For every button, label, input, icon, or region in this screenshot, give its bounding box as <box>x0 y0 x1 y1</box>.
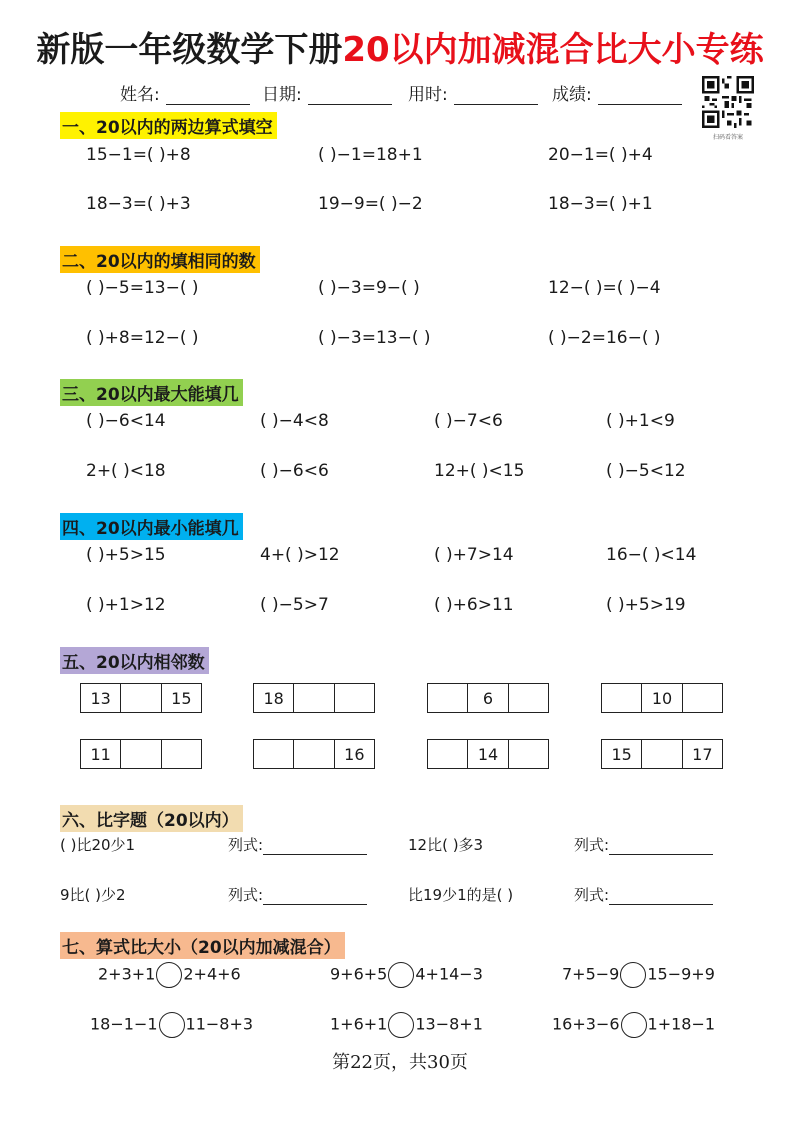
compare-item: 7+5−9 15−9+9 <box>562 962 715 988</box>
neighbor-box-row <box>601 739 723 769</box>
date-field[interactable]: 日期: <box>262 80 392 105</box>
problem: 15−1=( )+8 <box>86 145 191 165</box>
formula-field[interactable]: 列式: <box>574 884 713 905</box>
problem: ( )+6>11 <box>434 595 514 615</box>
neighbor-box-row <box>80 739 202 769</box>
compare-item: 18−1−1 11−8+3 <box>90 1012 253 1038</box>
box-cell[interactable]: 10 <box>642 684 682 712</box>
word-problem: 比19少1的是( ) <box>408 886 514 904</box>
page-title <box>0 22 800 71</box>
box-cell[interactable] <box>683 684 722 712</box>
compare-circle[interactable] <box>156 962 182 988</box>
section-5-title: 五、20以内相邻数 <box>60 647 209 674</box>
title-black: 新版一年级数学下册 <box>36 30 343 70</box>
formula-field[interactable]: 列式: <box>574 834 713 855</box>
problem: ( )+8=12−( ) <box>86 328 199 348</box>
box-cell[interactable]: 11 <box>81 740 121 768</box>
page-number: 第22页，共30页 <box>332 1052 468 1073</box>
compare-item: 16+3−6 1+18−1 <box>552 1012 715 1038</box>
problem: ( )+5>19 <box>606 595 686 615</box>
time-field[interactable]: 用时: <box>408 80 538 105</box>
problem: ( )+1>12 <box>86 595 166 615</box>
problem: ( )+5>15 <box>86 545 166 565</box>
word-problem: ( )比20少1 <box>60 836 136 854</box>
box-cell[interactable]: 13 <box>81 684 121 712</box>
box-cell[interactable] <box>294 740 334 768</box>
problem: 12−( )=( )−4 <box>548 278 661 298</box>
neighbor-box-row <box>601 683 723 713</box>
problem: ( )−4<8 <box>260 411 329 431</box>
formula-field[interactable]: 列式: <box>228 884 367 905</box>
box-cell[interactable] <box>642 740 682 768</box>
title-red: 20以内加减混合比大小专练 <box>342 30 764 70</box>
problem: 12+( )<15 <box>434 461 525 481</box>
box-cell[interactable] <box>509 740 548 768</box>
problem: ( )−3=13−( ) <box>318 328 431 348</box>
neighbor-box-row <box>253 739 375 769</box>
box-cell[interactable] <box>428 740 468 768</box>
neighbor-box-row <box>427 683 549 713</box>
box-cell[interactable] <box>294 684 334 712</box>
box-cell[interactable] <box>121 740 161 768</box>
section-4-title: 四、20以内最小能填几 <box>60 513 243 540</box>
problem: 18−3=( )+3 <box>86 194 191 214</box>
compare-circle[interactable] <box>388 1012 414 1038</box>
formula-field[interactable]: 列式: <box>228 834 367 855</box>
problem: ( )−1=18+1 <box>318 145 423 165</box>
box-cell[interactable] <box>335 684 374 712</box>
section-3-title: 三、20以内最大能填几 <box>60 379 243 406</box>
compare-circle[interactable] <box>388 962 414 988</box>
box-cell[interactable] <box>254 740 294 768</box>
box-cell[interactable]: 15 <box>171 688 192 708</box>
problem: ( )−6<6 <box>260 461 329 481</box>
compare-circle[interactable] <box>621 1012 647 1038</box>
box-cell[interactable]: 15 <box>602 740 642 768</box>
section-7-title: 七、算式比大小（20以内加减混合） <box>60 932 345 959</box>
box-cell[interactable] <box>509 684 548 712</box>
neighbor-box-row <box>80 683 202 713</box>
box-cell[interactable] <box>162 740 201 768</box>
problem: 4+( )>12 <box>260 545 340 565</box>
problem: ( )−3=9−( ) <box>318 278 420 298</box>
problem: ( )−2=16−( ) <box>548 328 661 348</box>
problem: ( )−6<14 <box>86 411 166 431</box>
compare-circle[interactable] <box>620 962 646 988</box>
section-1-title: 一、20以内的两边算式填空 <box>60 112 277 139</box>
qr-code-icon <box>702 76 754 128</box>
section-6-title: 六、比字题（20以内） <box>60 805 243 832</box>
section-2-title: 二、20以内的填相同的数 <box>60 246 260 273</box>
compare-item: 9+6+5 4+14−3 <box>330 962 483 988</box>
problem: ( )−5=13−( ) <box>86 278 199 298</box>
problem: 2+( )<18 <box>86 461 166 481</box>
neighbor-box-row <box>253 683 375 713</box>
problem: ( )−5>7 <box>260 595 329 615</box>
problem: 20−1=( )+4 <box>548 145 653 165</box>
compare-circle[interactable] <box>159 1012 185 1038</box>
problem: ( )−7<6 <box>434 411 503 431</box>
problem: 16−( )<14 <box>606 545 697 565</box>
box-cell[interactable] <box>428 684 468 712</box>
neighbor-box-row <box>427 739 549 769</box>
problem: ( )+1<9 <box>606 411 675 431</box>
box-cell[interactable]: 6 <box>468 684 508 712</box>
qr-caption: 扫码看答案 <box>712 134 743 141</box>
problem: ( )+7>14 <box>434 545 514 565</box>
box-cell[interactable]: 14 <box>468 740 508 768</box>
problem: 19−9=( )−2 <box>318 194 423 214</box>
box-cell[interactable]: 18 <box>254 684 294 712</box>
box-cell[interactable]: 16 <box>344 744 365 764</box>
score-field[interactable]: 成绩: <box>552 80 682 105</box>
compare-item: 1+6+1 13−8+1 <box>330 1012 483 1038</box>
compare-item: 2+3+1 2+4+6 <box>98 962 241 988</box>
box-cell[interactable]: 17 <box>692 744 713 764</box>
name-field[interactable]: 姓名: <box>120 80 250 105</box>
word-problem: 12比( )多3 <box>408 836 484 854</box>
problem: 18−3=( )+1 <box>548 194 653 214</box>
problem: ( )−5<12 <box>606 461 686 481</box>
box-cell[interactable] <box>121 684 161 712</box>
word-problem: 9比( )少2 <box>60 886 126 904</box>
box-cell[interactable] <box>602 684 642 712</box>
